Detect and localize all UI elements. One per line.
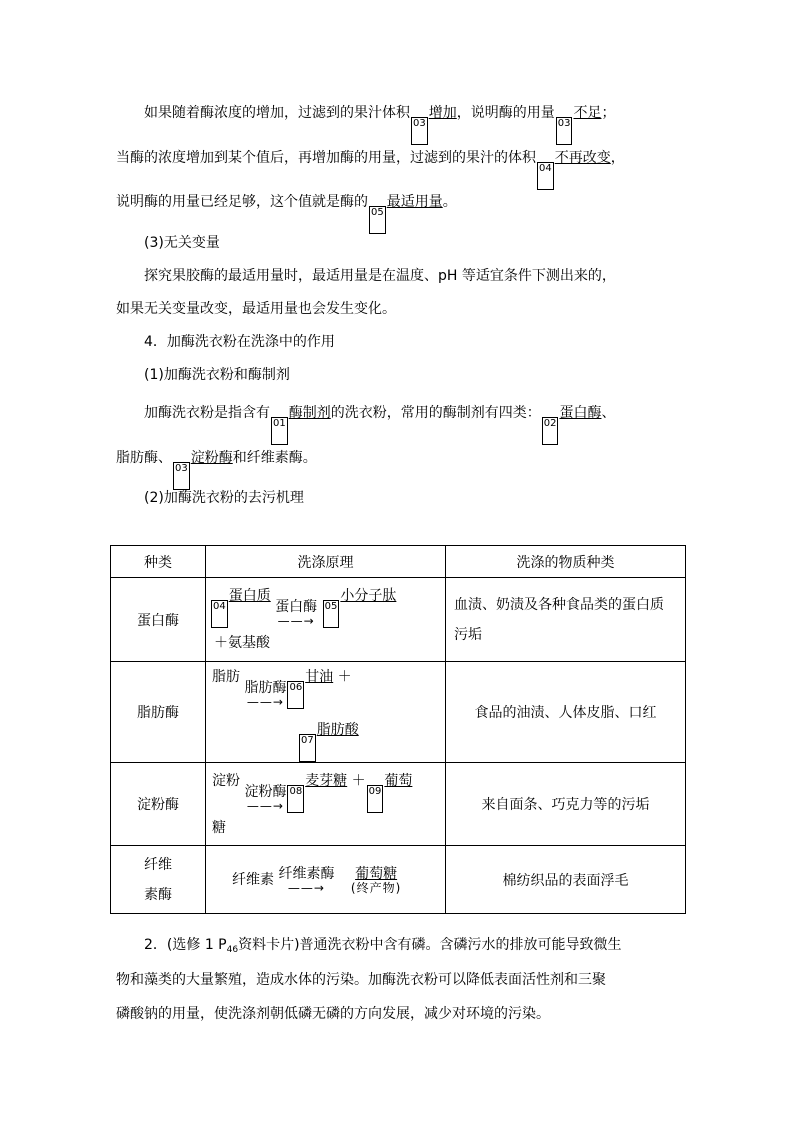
product-text: ＋氨基酸: [214, 635, 270, 651]
blank-box: 01: [271, 417, 288, 445]
table-row: [111, 846, 686, 914]
table-cell-mechanism: 脂肪 脂肪酶 ——→ 06甘油 ＋ 07脂肪酸: [206, 662, 446, 763]
substrate-text: 纤维素: [232, 871, 274, 888]
reaction-arrow: 脂肪酶 ——→: [244, 680, 287, 709]
blank-box: 02: [542, 417, 559, 445]
table-cell-type: 纤维 素酶: [111, 846, 206, 914]
table-row: [111, 578, 686, 662]
table-cell-stain: 食品的油渍、人体皮脂、口红: [446, 662, 686, 763]
answer-text: 最适用量: [386, 194, 443, 210]
table-cell-type: 脂肪酶: [111, 662, 206, 763]
table-cell-mechanism: 淀粉 淀粉酶 ——→ 08麦芽糖 ＋09葡萄 糖: [206, 763, 446, 846]
substrate-text: 蛋白质: [228, 588, 271, 604]
table-cell-stain: 来自面条、巧克力等的污垢: [446, 763, 686, 846]
answer-text: 不足: [573, 105, 602, 121]
blank-box: 05: [369, 206, 386, 234]
paragraph-phosphorus-line2: 物和藻类的大量繁殖，造成水体的污染。加酶洗衣粉可以降低表面活性剂和三聚: [116, 972, 606, 988]
product-text: 麦芽糖: [305, 772, 348, 789]
blank-box: 07: [299, 734, 316, 762]
paragraph-phosphorus-line1: 2．(选修 1 $P_{46}$资料卡片)普通洗衣粉中含有磷。含磷污水的排放可能导致微生: [144, 937, 622, 955]
heading-cleaning-mechanism: (2)加酶洗衣粉的去污机理: [144, 490, 304, 506]
blank-box: 08: [287, 785, 304, 813]
paragraph-enzyme-types-line2: 脂肪酶、03淀粉酶和纤维素酶。: [116, 441, 688, 490]
answer-text: 不再改变: [554, 150, 611, 166]
paragraph-enzyme-dosage-line3: 说明酶的用量已经足够，这个值就是酶的05最适用量。: [116, 185, 688, 234]
table-cell-mechanism: [206, 846, 446, 914]
paragraph-enzyme-dosage-line1: 如果随着酶浓度的增加，过滤到的果汁体积03增加，说明酶的用量03不足；: [116, 96, 716, 145]
blank-box: 03: [173, 462, 190, 490]
table-cell-type: 蛋白酶: [111, 578, 206, 662]
product-text: 脂肪酸: [316, 722, 359, 738]
table-header-cell: 种类: [111, 546, 206, 578]
mechanism-table: [110, 545, 686, 914]
blank-box: 05: [323, 600, 340, 628]
substrate-text: 脂肪: [212, 669, 240, 685]
product-text: 葡萄: [384, 772, 413, 789]
heading-irrelevant-variables: (3)无关变量: [144, 235, 220, 251]
answer-text: 淀粉酶: [190, 450, 233, 466]
table-row: [111, 662, 686, 763]
blank-box: 03: [556, 117, 573, 145]
table-cell-mechanism: [206, 578, 446, 662]
blank-box: 06: [287, 681, 304, 709]
blank-box: 09: [367, 785, 384, 813]
table-cell-stain: 血渍、奶渍及各种食品类的蛋白质污垢: [446, 578, 686, 662]
product-note: (终产物): [350, 880, 402, 895]
substrate-text: 淀粉: [212, 772, 240, 789]
paragraph-optimal-dosage-line2: 如果无关变量改变，最适用量也会发生变化。: [116, 301, 396, 317]
table-header-cell: 洗涤原理: [206, 546, 446, 578]
heading-enzyme-detergent-role: 4．加酶洗衣粉在洗涤中的作用: [144, 334, 335, 350]
table-header-cell: 洗涤的物质种类: [446, 546, 686, 578]
table-cell-stain: 棉纺织品的表面浮毛: [446, 846, 686, 914]
reaction-arrow: 淀粉酶 ——→: [244, 783, 287, 813]
blank-box: 04: [211, 600, 228, 628]
paragraph-phosphorus-line3: 磷酸钠的用量，使洗涤剂朝低磷无磷的方向发展，减少对环境的污染。: [116, 1006, 550, 1022]
answer-text: 蛋白酶: [559, 405, 602, 421]
heading-detergent-and-enzyme-preparations: (1)加酶洗衣粉和酶制剂: [144, 367, 290, 383]
product-text: 小分子肽: [340, 588, 397, 604]
blank-box: 04: [537, 162, 554, 190]
product-text: 甘油: [305, 669, 334, 685]
paragraph-optimal-dosage-line1: 探究果胶酶的最适用量时，最适用量是在温度、pH 等适宜条件下测出来的，: [144, 268, 616, 284]
blank-box: 03: [411, 117, 428, 145]
reaction-arrow: 纤维素酶 ——→: [278, 865, 335, 895]
table-header-row: [111, 546, 686, 578]
table-row: [111, 763, 686, 846]
answer-text: 酶制剂: [288, 405, 331, 421]
product-text: 葡萄糖: [355, 865, 398, 882]
paragraph-enzyme-types-line1: 加酶洗衣粉是指含有01酶制剂的洗衣粉，常用的酶制剂有四类：02蛋白酶、: [116, 396, 716, 445]
reaction-arrow: 蛋白酶 ——→: [275, 599, 318, 628]
paragraph-enzyme-dosage-line2: 当酶的浓度增加到某个值后，再增加酶的用量，过滤到的果汁的体积04不再改变，: [116, 141, 688, 190]
table-cell-type: 淀粉酶: [111, 763, 206, 846]
answer-text: 增加: [428, 105, 457, 121]
product-text: 糖: [212, 819, 226, 836]
